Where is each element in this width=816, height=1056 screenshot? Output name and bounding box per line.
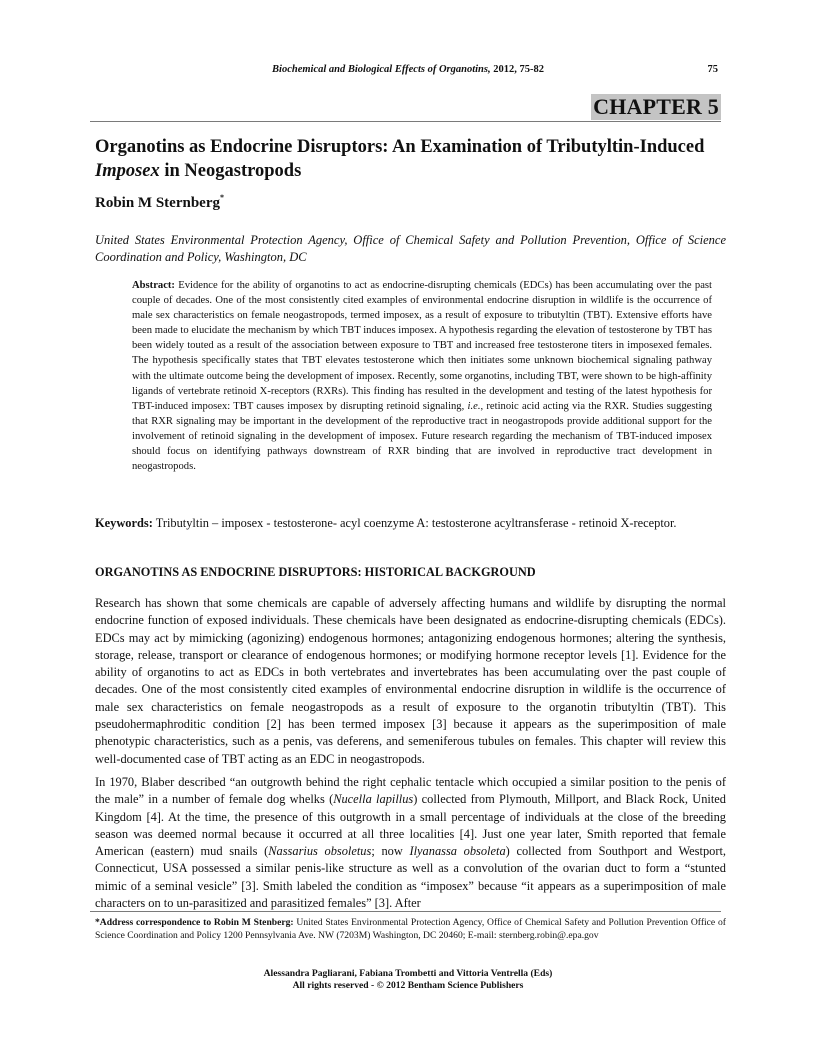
title-part-2: in Neogastropods <box>159 161 302 181</box>
abstract-text-1: Evidence for the ability of organotins to act as endocrine-disrupting chemicals (EDCs) has been accumulating over the past couple of decades. One of the most consistently cited examples of environmental endocrine disruption in wildlife is the occurrence of male sex characteristics on female neogastropods, termed imposex, as a result of exposure to tributyltin (TBT). Extensive efforts have been made to elucidate the mechanism by which TBT induces imposex. A hypothesis regarding the elevation of testosterone by TBT has been widely touted as a result of the association between exposure to TBT and increased free testosterone titers in imposexed females. The hypothesis specifically states that TBT elevates testosterone which then initiates some unknown biochemical signaling pathway with the ultimate outcome being the development of imposex. Recently, some organotins, including TBT, were shown to be high-affinity ligands of vertebrate retinoid X-receptors (RXRs). This finding has resulted in the development and testing of the latest hypothesis for TBT-induced imposex: TBT causes imposex by disrupting retinoid signaling, <box>132 280 712 412</box>
section-heading: ORGANOTINS AS ENDOCRINE DISRUPTORS: HISTORICAL BACKGROUND <box>95 565 536 579</box>
abstract <box>132 278 712 474</box>
header-rule <box>90 121 721 122</box>
chapter-label-container <box>90 94 721 120</box>
species-ilyanassa: Ilyanassa obsoleta <box>409 844 506 859</box>
abstract-ie: i.e. <box>467 400 481 412</box>
paper-title <box>95 135 726 183</box>
correspondence-footnote <box>95 916 726 942</box>
rights-line: All rights reserved - © 2012 Bentham Science Publishers <box>292 980 524 991</box>
abstract-text-2: , retinoic acid acting via the RXR. Studies suggesting that RXR signaling may be important in the development of the reproductive tract in neogastropods provide additional support for the involvement of retinoid signaling in the development of imposex. Future research regarding the mechanism of TBT-induced imposex should focus on identifying pathways downstream of RXR binding that are involved in reproductive tract development in neogastropods. <box>132 400 712 473</box>
affiliation: United States Environmental Protection Agency, Office of Chemical Safety and Pollution Prevention, Office of Science Coordination and Policy, Washington, DC <box>95 233 726 264</box>
paragraph-1: Research has shown that some chemicals are capable of adversely affecting humans and wildlife by disrupting the normal endocrine function of exposed individuals. These chemicals have been designated as endocrine-disrupting chemicals (EDCs). EDCs may act by mimicking (agonizing) endogenous hormones; antagonizing endogenous hormones; altering the synthesis, storage, release, transport or clearance of endogenous hormones; or modifying hormone receptor levels [1]. Evidence for the ability of organotins to act as EDCs in both vertebrates and invertebrates has been accumulating over the past couple of decades. One of the most consistently cited examples of environmental endocrine disruption in wildlife is the occurrence of male sex characteristics on female neogastropods as a result of exposure to the organotin tributyltin (TBT). This pseudohermaphroditic condition [2] has been termed imposex [3] because it appears as the superimposition of male phenotypic characteristics, such as a penis, vas deferens, and semeniferous tubules on females. This chapter will review this well-documented case of TBT acting as an EDC in neogastropods. <box>95 596 726 766</box>
keywords-label: Keywords: <box>95 516 153 530</box>
abstract-label: Abstract: <box>132 280 175 291</box>
title-italic-word: Imposex <box>95 161 160 181</box>
paragraph-2-seg-2: ) collected from Plymouth, Millport, and Black Rock, United Kingdom [4]. At the time, the presence of this outgrowth in a small percentage of individuals at the close of the breeding season was deemed normal because it occurred at all three localities [4]. Just one year later, Smith reported that female American (eastern) mud snails ( <box>95 792 726 859</box>
journal-title: Biochemical and Biological Effects of Organotins, <box>272 64 491 75</box>
paragraph-2-seg-1: In 1970, Blaber described “an outgrowth behind the right cephalic tentacle which occupied a similar position to the penis of the male” in a number of female dog whelks ( <box>95 775 726 807</box>
running-head <box>90 64 726 80</box>
paragraph-2 <box>95 774 726 912</box>
title-part-1: Organotins as Endocrine Disruptors: An Examination of Tributyltin-Induced <box>95 137 705 157</box>
author-footnote-marker: * <box>220 193 224 202</box>
chapter-label: CHAPTER 5 <box>593 94 719 119</box>
species-nucella: Nucella lapillus <box>333 792 414 807</box>
paragraph-2-seg-4: ) collected from Southport and Westport, Connecticut, USA possessed a similar penis-like structure as well as a convolution of the ovarian duct to form a “stunted mimic of a seminal vesicle” [3]. Smith labeled the condition as “imposex” because “it appears as a superimposition of male characters on to un-parasitized and parasitized females” [3]. After <box>95 844 726 911</box>
page-number: 75 <box>707 64 718 75</box>
author <box>95 193 224 212</box>
publisher-credits <box>90 968 726 992</box>
keywords-text: Tributyltin – imposex - testosterone- acyl coenzyme A: testosterone acyltransferase - retinoid X-receptor. <box>152 516 677 530</box>
editors-line: Alessandra Pagliarani, Fabiana Trombetti and Vittoria Ventrella (Eds) <box>263 968 553 979</box>
footnote-text: United States Environmental Protection Agency, Office of Chemical Safety and Pollution Prevention Office of Science Coordination and Policy 1200 Pennsylvania Ave. NW (7203M) Washington, DC 20460; E-mail: sternberg.robin@.epa.gov <box>95 917 726 941</box>
footnote-label: *Address correspondence to Robin M Stenberg: <box>95 917 294 928</box>
author-name: Robin M Sternberg <box>95 195 220 211</box>
journal-year-pages: 2012, 75-82 <box>490 64 544 75</box>
journal-citation <box>90 64 726 75</box>
footnote-rule <box>90 911 721 912</box>
paragraph-2-seg-3: ; now <box>371 844 410 859</box>
keywords <box>95 515 726 532</box>
species-nassarius: Nassarius obsoletus <box>268 844 372 859</box>
